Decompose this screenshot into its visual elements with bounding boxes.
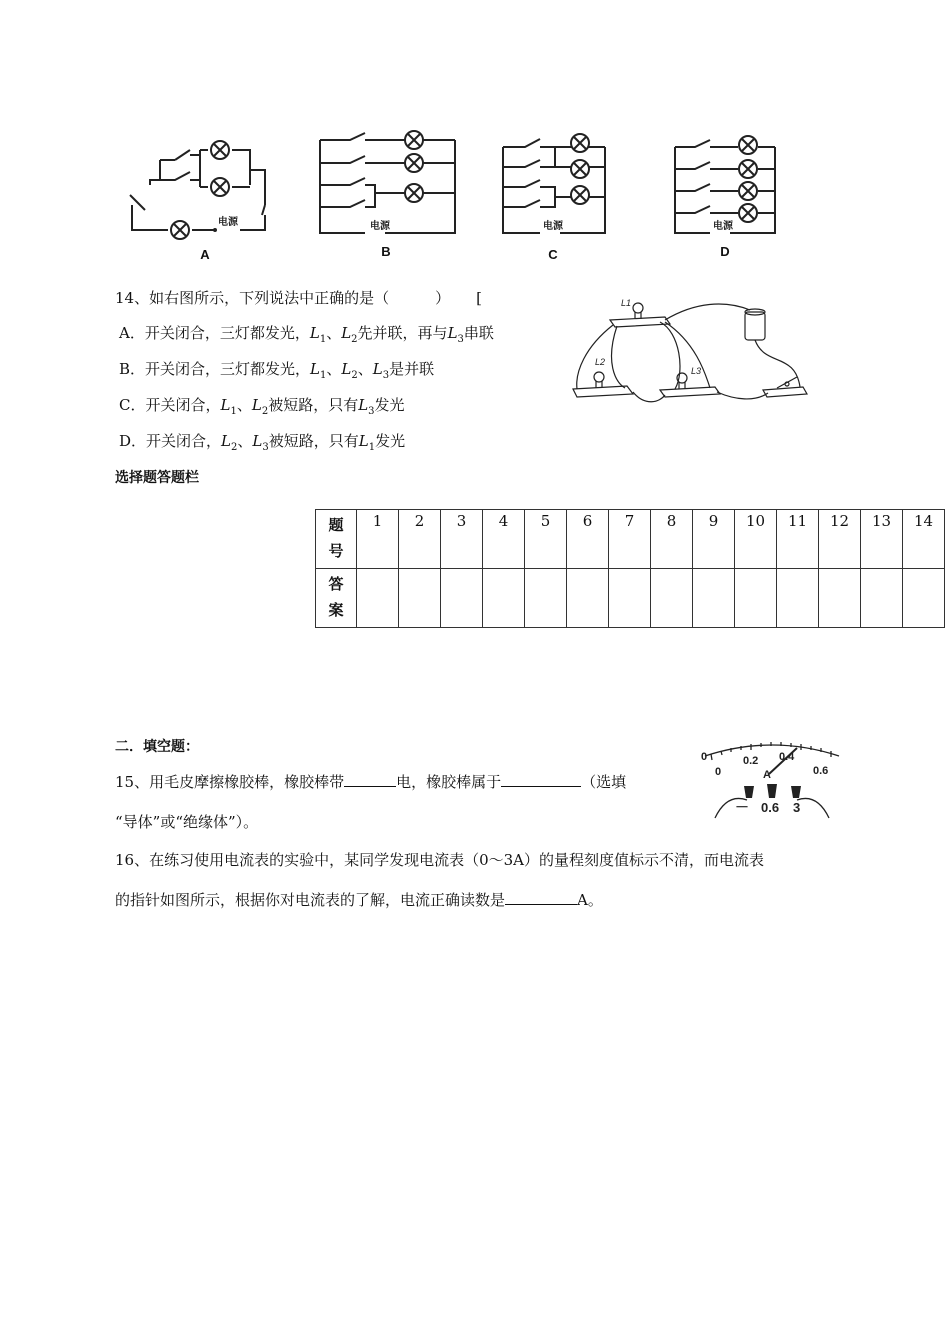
scale-0-top: 0	[701, 751, 708, 763]
answer-cell[interactable]	[861, 569, 903, 628]
q15-blank-2[interactable]	[501, 772, 581, 787]
answer-section-title: 选择题答题栏	[115, 470, 199, 486]
q15-blank-1[interactable]	[344, 772, 396, 787]
number-cell: 1	[357, 510, 399, 569]
circuit-label-d: D	[720, 244, 730, 259]
power-label-a: 电源	[218, 217, 238, 228]
circuit-d	[675, 136, 775, 233]
unit-label: A	[763, 769, 771, 781]
circuit-label-a: A	[200, 247, 210, 262]
power-label-d: 电源	[713, 221, 733, 232]
answer-cell[interactable]	[483, 569, 525, 628]
power-label-b: 电源	[370, 221, 390, 232]
scale-02: 0.2	[743, 755, 759, 767]
answer-cell[interactable]	[525, 569, 567, 628]
q14-option-c: C．开关闭合，$L_1$、$L_2$被短路，只有$L_3$发光	[119, 396, 405, 417]
terminal-06: 0.6	[761, 800, 780, 815]
table-row-answers	[316, 569, 945, 628]
number-cell: 13	[861, 510, 903, 569]
q14-stem: 14、如右图所示，下列说法中正确的是（ ） [	[115, 289, 482, 307]
power-label-c: 电源	[543, 221, 563, 232]
figure-label-l1: L1	[621, 298, 632, 308]
header-answer: 答 案	[316, 569, 357, 628]
number-cell: 14	[903, 510, 945, 569]
figure-label-l2: L2	[595, 357, 606, 367]
answer-cell[interactable]	[609, 569, 651, 628]
scale-04: 0.4	[779, 751, 795, 763]
answer-cell[interactable]	[357, 569, 399, 628]
q16-line1: 16、在练习使用电流表的实验中，某同学发现电流表（0～3A）的量程刻度值标示不清，而电流表	[115, 851, 765, 869]
answer-cell[interactable]	[819, 569, 861, 628]
answer-cell[interactable]	[399, 569, 441, 628]
number-cell: 9	[693, 510, 735, 569]
circuit-a	[130, 141, 265, 239]
q14-circuit-figure	[565, 292, 820, 412]
number-cell: 3	[441, 510, 483, 569]
circuit-b	[320, 131, 455, 233]
answer-cell[interactable]	[693, 569, 735, 628]
number-cell: 12	[819, 510, 861, 569]
number-cell: 6	[567, 510, 609, 569]
q16-line2: 的指针如图所示，根据你对电流表的了解，电流正确读数是 A。	[115, 891, 603, 909]
answer-cell[interactable]	[735, 569, 777, 628]
terminal-minus: －	[735, 799, 749, 815]
number-cell: 7	[609, 510, 651, 569]
answer-cell[interactable]	[903, 569, 945, 628]
q15-line2: “导体”或“绝缘体”）。	[115, 813, 259, 831]
number-cell: 8	[651, 510, 693, 569]
q14-option-a: A．开关闭合，三灯都发光，$L_1$、$L_2$先并联，再与$L_3$串联	[119, 324, 494, 345]
number-cell: 11	[777, 510, 819, 569]
answer-cell[interactable]	[441, 569, 483, 628]
circuit-label-c: C	[548, 247, 558, 262]
ammeter-figure	[697, 738, 847, 820]
answer-cell[interactable]	[777, 569, 819, 628]
circuit-diagrams	[110, 125, 790, 265]
number-cell: 5	[525, 510, 567, 569]
number-cell: 4	[483, 510, 525, 569]
number-cell: 2	[399, 510, 441, 569]
header-number: 题 号	[316, 510, 357, 569]
answer-cell[interactable]	[651, 569, 693, 628]
part2-title: 二．填空题：	[115, 739, 199, 755]
circuit-label-b: B	[381, 244, 391, 259]
q14-option-d: D．开关闭合，$L_2$、$L_3$被短路，只有$L_1$发光	[119, 432, 406, 453]
figure-label-l3: L3	[691, 366, 702, 376]
answer-cell[interactable]	[567, 569, 609, 628]
terminal-3: 3	[793, 800, 801, 815]
scale-0: 0	[715, 766, 722, 778]
table-row-numbers	[316, 510, 945, 569]
q16-blank[interactable]	[505, 890, 577, 905]
q15-line1: 15、用毛皮摩擦橡胶棒，橡胶棒带 电，橡胶棒属于 （选填	[115, 773, 627, 791]
circuit-c	[503, 134, 605, 233]
scale-06: 0.6	[813, 765, 829, 777]
q14-option-b: B．开关闭合，三灯都发光，$L_1$、$L_2$、$L_3$是并联	[119, 360, 435, 381]
number-cell: 10	[735, 510, 777, 569]
answer-table	[315, 509, 945, 628]
